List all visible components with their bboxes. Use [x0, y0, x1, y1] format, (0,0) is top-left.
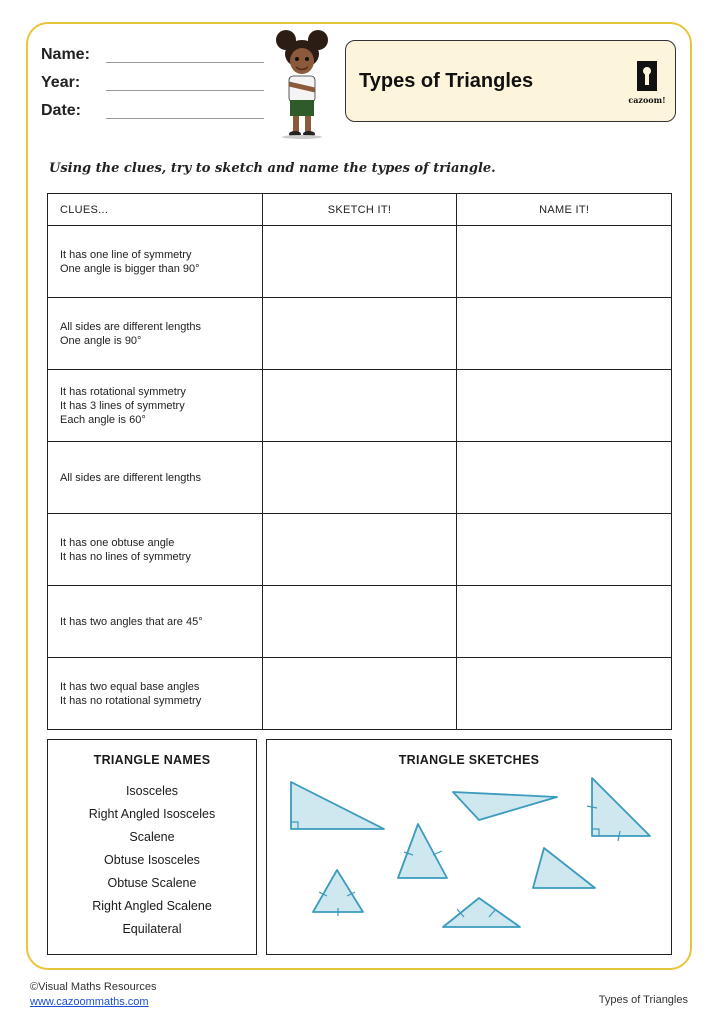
- list-item: Isosceles: [125, 784, 179, 798]
- clue-cell: [48, 442, 263, 514]
- table-row: [48, 658, 672, 730]
- triangle-shape: [398, 824, 447, 878]
- name-header: NAME IT!: [457, 194, 672, 226]
- clues-table: [47, 193, 672, 730]
- year-label: Year:: [41, 74, 81, 91]
- clue-line: It has one line of symmetry: [60, 248, 192, 261]
- clue-line: It has two angles that are 45°: [60, 615, 203, 628]
- title-box: [345, 40, 676, 122]
- table-row: [48, 226, 672, 298]
- triangle-names-list: [48, 783, 256, 944]
- clue-line: Each angle is 60°: [60, 413, 146, 426]
- triangle-shape: [592, 778, 650, 836]
- website-link[interactable]: www.cazoommaths.com: [30, 996, 149, 1008]
- clue-cell: [48, 514, 263, 586]
- clue-cell: [48, 226, 263, 298]
- clue-line: One angle is 90°: [60, 334, 142, 347]
- clue-cell: [48, 370, 263, 442]
- table-row: [48, 298, 672, 370]
- name-cell[interactable]: [457, 586, 672, 658]
- name-cell[interactable]: [457, 514, 672, 586]
- year-line[interactable]: [106, 90, 264, 91]
- sketch-cell[interactable]: [262, 226, 457, 298]
- table-row: [48, 442, 672, 514]
- list-item: Right Angled Isosceles: [88, 807, 216, 821]
- name-line[interactable]: [106, 62, 264, 63]
- triangle-shape: [443, 898, 520, 927]
- student-mascot-icon: [272, 28, 334, 140]
- name-cell[interactable]: [457, 442, 672, 514]
- sketch-cell[interactable]: [262, 658, 457, 730]
- instruction-text: Using the clues, try to sketch and name the types of triangle.: [49, 161, 496, 176]
- clue-line: It has rotational symmetry: [60, 385, 186, 398]
- list-item: Scalene: [129, 830, 175, 844]
- sketch-cell[interactable]: [262, 514, 457, 586]
- table-row: [48, 370, 672, 442]
- name-label: Name:: [41, 46, 90, 63]
- triangle-shape: [533, 848, 595, 888]
- clue-line: It has two equal base angles: [60, 680, 200, 693]
- sketch-cell[interactable]: [262, 442, 457, 514]
- table-header-row: [48, 194, 672, 226]
- triangle-names-box: [47, 739, 257, 955]
- clue-line: It has 3 lines of symmetry: [60, 399, 185, 412]
- keyhole-icon: [627, 59, 667, 95]
- sketch-cell[interactable]: [262, 586, 457, 658]
- table-row: [48, 586, 672, 658]
- list-item: Obtuse Isosceles: [104, 853, 200, 867]
- triangle-shape: [291, 782, 384, 829]
- sketch-cell[interactable]: [262, 370, 457, 442]
- clue-cell: [48, 658, 263, 730]
- name-cell[interactable]: [457, 298, 672, 370]
- clues-header: CLUES...: [48, 194, 263, 226]
- list-item: Equilateral: [122, 922, 182, 936]
- logo-text: cazoom!: [628, 95, 666, 105]
- name-cell[interactable]: [457, 658, 672, 730]
- clue-line: All sides are different lengths: [60, 320, 202, 333]
- clue-cell: [48, 298, 263, 370]
- clue-line: It has no rotational symmetry: [60, 694, 202, 707]
- triangle-shape: [453, 792, 557, 820]
- clue-line: It has one obtuse angle: [60, 536, 175, 549]
- sketch-cell[interactable]: [262, 298, 457, 370]
- worksheet-title: Types of Triangles: [359, 70, 534, 92]
- cazoom-logo: [627, 59, 667, 107]
- triangle-shape: [313, 870, 363, 912]
- sketch-header: SKETCH IT!: [262, 194, 457, 226]
- name-cell[interactable]: [457, 370, 672, 442]
- table-row: [48, 514, 672, 586]
- list-item: Right Angled Scalene: [92, 899, 212, 913]
- footer-title: Types of Triangles: [598, 994, 688, 1006]
- clue-line: All sides are different lengths: [60, 471, 202, 484]
- list-item: Obtuse Scalene: [107, 876, 197, 890]
- copyright-text: ©Visual Maths Resources: [30, 981, 157, 993]
- date-line[interactable]: [106, 118, 264, 119]
- footer-left: [30, 980, 157, 1010]
- triangle-names-title: TRIANGLE NAMES: [93, 753, 211, 767]
- date-label: Date:: [41, 102, 82, 119]
- triangle-sketches-canvas: [267, 740, 673, 956]
- clue-line: One angle is bigger than 90°: [60, 262, 200, 275]
- clue-cell: [48, 586, 263, 658]
- name-cell[interactable]: [457, 226, 672, 298]
- triangle-sketches-title: TRIANGLE SKETCHES: [398, 753, 540, 767]
- triangle-sketches-box: [266, 739, 672, 955]
- clue-line: It has no lines of symmetry: [60, 550, 191, 563]
